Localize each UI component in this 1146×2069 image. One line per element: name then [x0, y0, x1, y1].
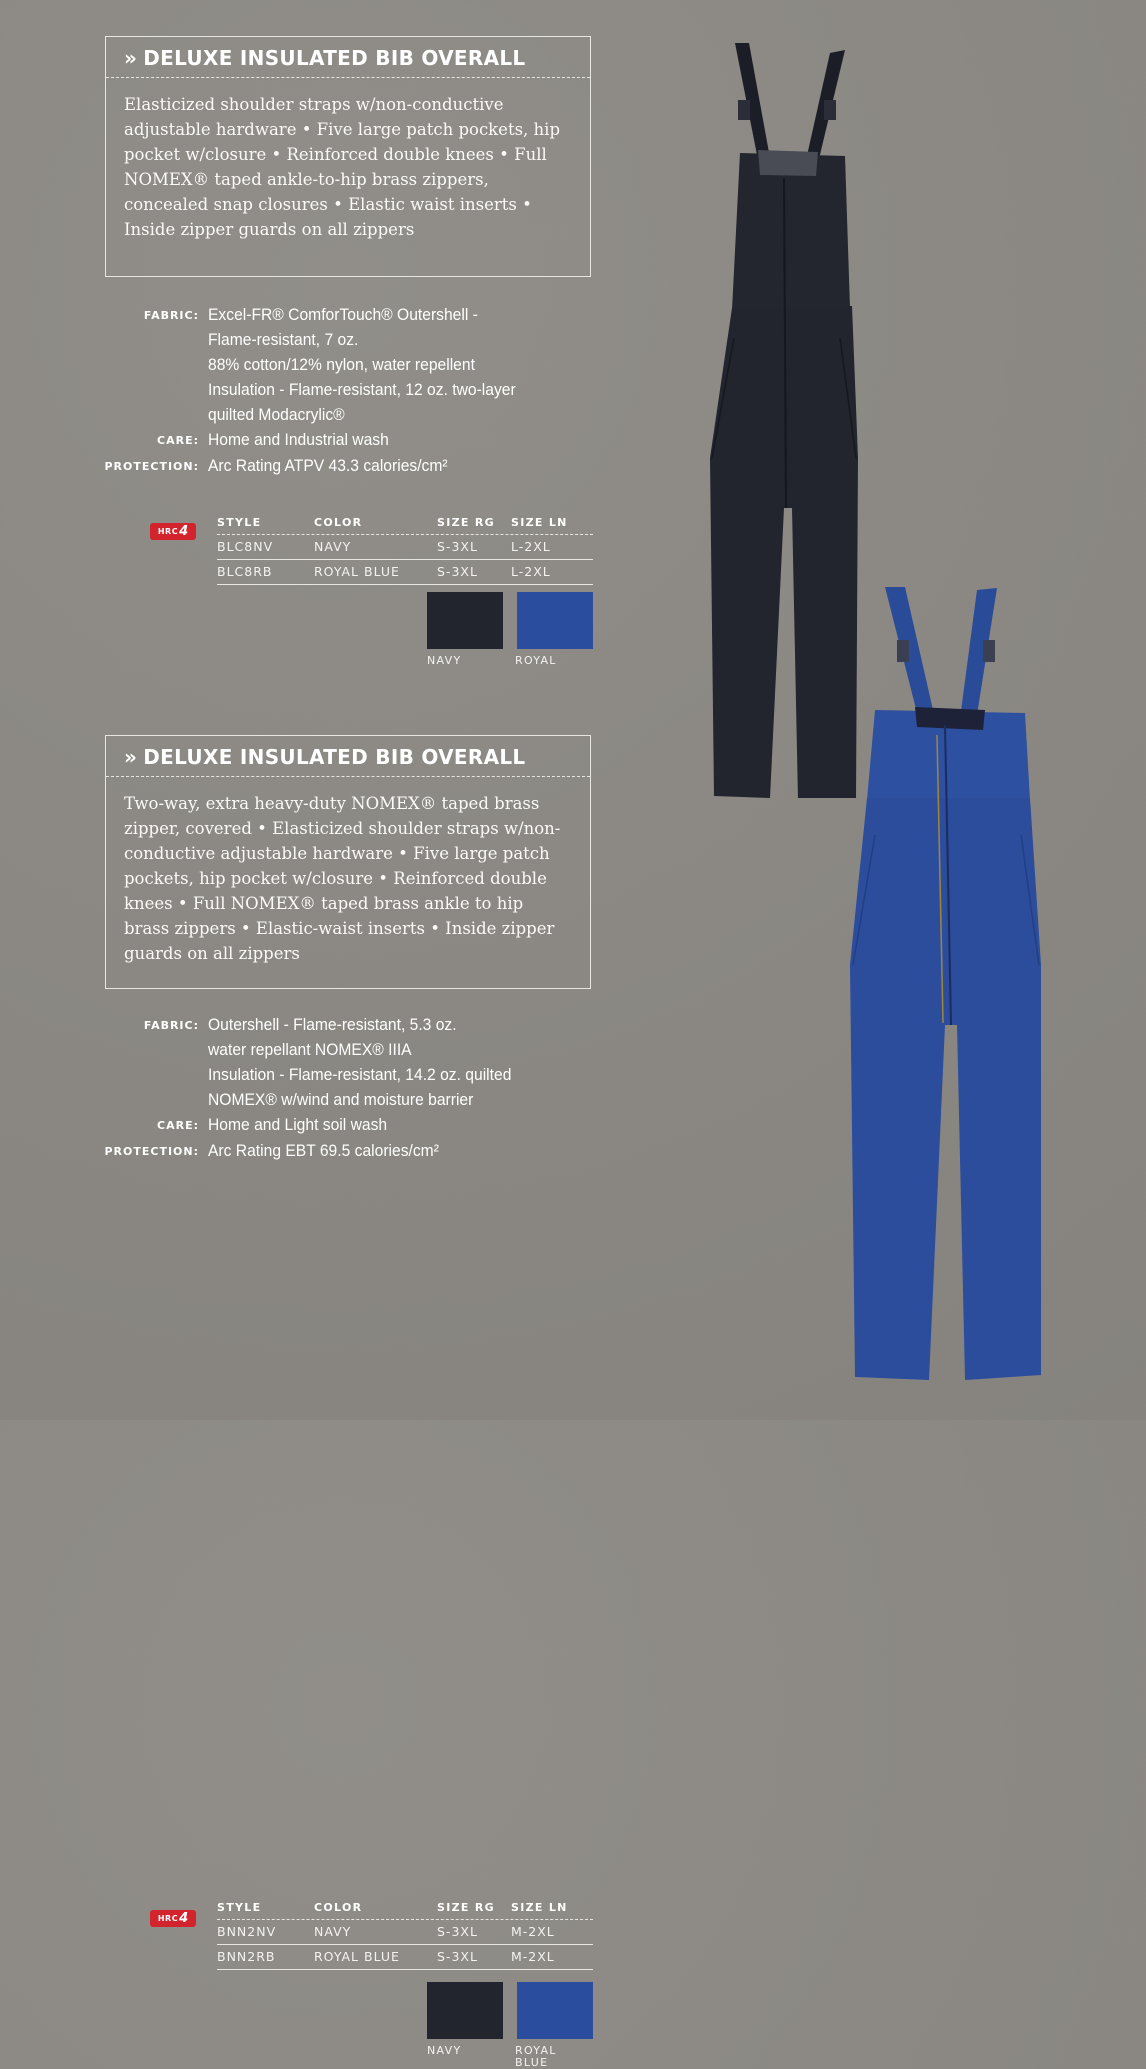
protection-line: Arc Rating ATPV 43.3 calories/cm²: [208, 456, 448, 475]
specs-list: [0, 302, 640, 479]
royal-swatch-label: ROYAL: [515, 654, 557, 667]
protection-label: PROTECTION:: [104, 1145, 199, 1158]
fabric-line: quilted Modacrylic®: [208, 405, 345, 424]
fabric-line: Insulation - Flame-resistant, 14.2 oz. quilted: [208, 1065, 512, 1084]
hrc-level: 4: [179, 524, 189, 539]
fabric-label: FABRIC:: [143, 1019, 199, 1032]
hrc-prefix: HRC: [157, 527, 179, 536]
fabric-line: NOMEX® w/wind and moisture barrier: [208, 1090, 474, 1109]
header-color: COLOR: [314, 1901, 363, 1914]
hrc-badge: [150, 1910, 196, 1927]
cell-size-rg: S-3XL: [437, 564, 478, 579]
navy-swatch: [427, 592, 503, 649]
fabric-line: Flame-resistant, 7 oz.: [208, 330, 359, 349]
cell-size-ln: M-2XL: [511, 1924, 555, 1939]
hrc-badge: [150, 523, 196, 540]
chevron-icon: »: [124, 46, 138, 70]
header-size-rg: SIZE RG: [437, 1901, 495, 1914]
cell-color: ROYAL BLUE: [314, 564, 400, 579]
table-row: [217, 535, 593, 559]
cell-style: BLC8NV: [217, 539, 274, 554]
header-size-ln: SIZE LN: [511, 1901, 568, 1914]
table-row: [217, 1944, 593, 1970]
care-spec: [0, 427, 640, 453]
cell-color: NAVY: [314, 539, 352, 554]
fabric-value: [208, 1012, 511, 1112]
cell-color: ROYAL BLUE: [314, 1949, 400, 1964]
table-row: [217, 1920, 593, 1944]
product-title: [106, 736, 590, 776]
cell-size-ln: M-2XL: [511, 1949, 555, 1964]
royal-swatch: [517, 592, 593, 649]
royal-blue-bib-overall-icon: [845, 585, 1055, 1385]
header-color: COLOR: [314, 516, 363, 529]
header-size-ln: SIZE LN: [511, 516, 568, 529]
care-label: CARE:: [157, 1119, 199, 1132]
cell-size-rg: S-3XL: [437, 539, 478, 554]
navy-swatch-label: NAVY: [427, 654, 462, 667]
style-table: [217, 1899, 593, 1970]
royal-swatch: [517, 1982, 593, 2039]
care-value: [208, 1112, 387, 1138]
fabric-line: Outershell - Flame-resistant, 5.3 oz.: [208, 1015, 457, 1034]
fabric-spec: [0, 302, 640, 427]
protection-label: PROTECTION:: [104, 460, 199, 473]
fabric-line: Excel-FR® ComforTouch® Outershell -: [208, 305, 478, 324]
description-box: [105, 735, 591, 989]
header-size-rg: SIZE RG: [437, 516, 495, 529]
cell-size-rg: S-3XL: [437, 1924, 478, 1939]
table-row: [217, 559, 593, 585]
table-header: [217, 514, 593, 535]
navy-bib-overall-icon: [700, 38, 860, 798]
royal-swatch-label: ROYAL BLUE: [515, 2044, 557, 2069]
fabric-line: Insulation - Flame-resistant, 12 oz. two-layer: [208, 380, 516, 399]
header-style: STYLE: [217, 516, 262, 529]
product-description: Two-way, extra heavy-duty NOMEX® taped brass zipper, covered • Elasticized shoulder straps w/non-conductive adjustable hardware • Five large patch pockets, hip pocket w/closure • Reinforced double knees • Full NOMEX® taped brass ankle to hip brass zippers • Elastic-waist inserts • Inside zipper guards on all zippers: [124, 794, 561, 963]
protection-value: [208, 453, 448, 479]
hrc-level: 4: [179, 1911, 189, 1926]
care-line: Home and Industrial wash: [208, 430, 389, 449]
cell-style: BLC8RB: [217, 564, 273, 579]
care-spec: [0, 1112, 640, 1138]
care-value: [208, 427, 389, 453]
description-box: [105, 36, 591, 277]
fabric-spec: [0, 1012, 640, 1112]
product-title: [106, 37, 590, 77]
cell-size-rg: S-3XL: [437, 1949, 478, 1964]
fabric-value: [208, 302, 516, 427]
header-style: STYLE: [217, 1901, 262, 1914]
protection-spec: [0, 453, 640, 479]
protection-line: Arc Rating EBT 69.5 calories/cm²: [208, 1141, 439, 1160]
cell-color: NAVY: [314, 1924, 352, 1939]
product-title-text: DELUXE INSULATED BIB OVERALL: [143, 745, 526, 769]
cell-size-ln: L-2XL: [511, 564, 551, 579]
fabric-label: FABRIC:: [143, 309, 199, 322]
fabric-line: water repellant NOMEX® IIIA: [208, 1040, 412, 1059]
fabric-line: 88% cotton/12% nylon, water repellent: [208, 355, 475, 374]
specs-list: [0, 1012, 640, 1164]
protection-spec: [0, 1138, 640, 1164]
navy-swatch: [427, 1982, 503, 2039]
care-label: CARE:: [157, 434, 199, 447]
hrc-prefix: HRC: [157, 1914, 179, 1923]
care-line: Home and Light soil wash: [208, 1115, 388, 1134]
cell-style: BNN2NV: [217, 1924, 277, 1939]
product-title-text: DELUXE INSULATED BIB OVERALL: [143, 46, 526, 70]
protection-value: [208, 1138, 439, 1164]
chevron-icon: »: [124, 745, 138, 769]
cell-size-ln: L-2XL: [511, 539, 551, 554]
product-description: Elasticized shoulder straps w/non-conductive adjustable hardware • Five large patch pockets, hip pocket w/closure • Reinforced double knees • Full NOMEX® taped ankle-to-hip brass zippers, concealed snap closures • Elastic waist inserts • Inside zipper guards on all zippers: [124, 95, 561, 239]
style-table: [217, 514, 593, 585]
table-header: [217, 1899, 593, 1920]
cell-style: BNN2RB: [217, 1949, 276, 1964]
navy-swatch-label: NAVY: [427, 2044, 462, 2057]
